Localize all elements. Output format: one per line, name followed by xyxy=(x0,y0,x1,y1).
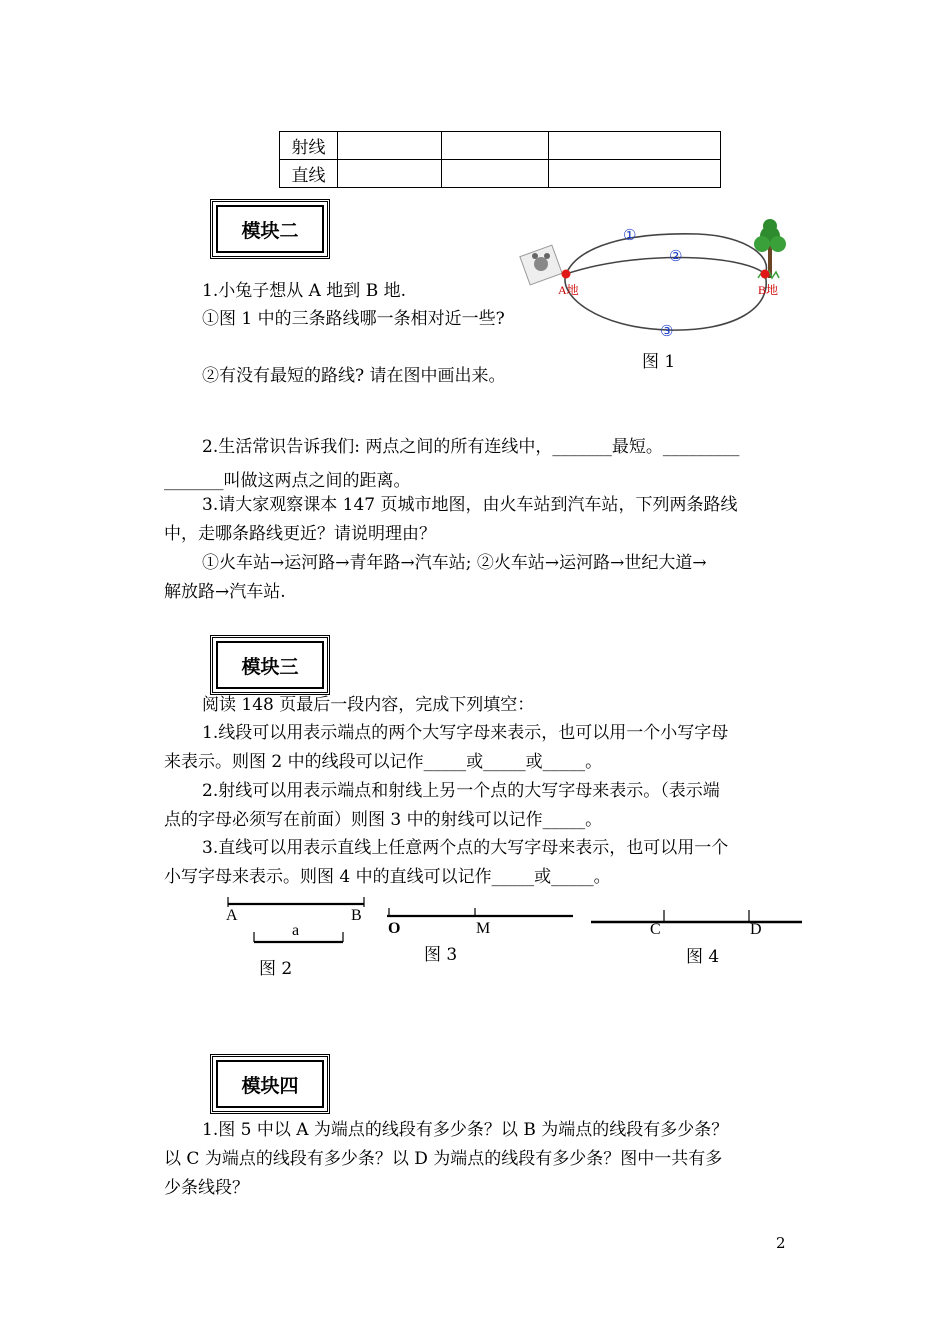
question-text: ②有没有最短的路线? 请在图中画出来。 xyxy=(202,366,506,386)
question-text: 以 C 为端点的线段有多少条？以 D 为端点的线段有多少条？图中一共有多 xyxy=(164,1149,723,1169)
question-text: 1.小兔子想从 A 地到 B 地. xyxy=(202,281,407,301)
module-title-box xyxy=(210,635,330,695)
figure-3-ray xyxy=(387,908,573,916)
module-title-box xyxy=(210,1054,330,1114)
figure-3-caption: 图 3 xyxy=(424,945,458,965)
figures-2-3-4 xyxy=(220,895,810,990)
point-label-o: O xyxy=(388,920,401,937)
paragraph-text: 来表示。则图 2 中的线段可以记作_____或_____或_____。 xyxy=(164,752,603,772)
question-text: 2.生活常识告诉我们: 两点之间的所有连线中，_______最短。_________ xyxy=(202,437,740,457)
point-b xyxy=(761,270,770,279)
table-cell-label: 直线 xyxy=(280,160,338,188)
point-label-c: C xyxy=(650,921,661,938)
rabbit-icon xyxy=(520,245,562,285)
paragraph-text: 2.射线可以用表示端点和射线上另一个点的大写字母来表示。（表示端 xyxy=(202,781,720,801)
route-1-path xyxy=(566,234,766,274)
figure-4-line xyxy=(591,910,802,922)
question-text: ①火车站→运河路→青年路→汽车站; ②火车站→运河路→世纪大道→ xyxy=(202,553,707,573)
question-text: ①图 1 中的三条路线哪一条相对近一些? xyxy=(202,309,505,329)
paragraph-text: 阅读 148 页最后一段内容，完成下列填空： xyxy=(202,695,535,715)
route-3-path xyxy=(565,274,766,330)
paragraph-text: 1.线段可以用表示端点的两个大写字母来表示，也可以用一个小写字母 xyxy=(202,723,729,743)
question-text: 3.请大家观察课本 147 页城市地图，由火车站到汽车站，下列两条路线 xyxy=(202,495,738,515)
route-1-label: ① xyxy=(623,228,637,244)
question-text: 解放路→汽车站. xyxy=(164,582,286,602)
module-title: 模块四 xyxy=(216,1060,324,1108)
point-label-m: M xyxy=(476,920,491,937)
point-label-d: D xyxy=(750,921,762,938)
route-2-path xyxy=(566,258,765,274)
paragraph-text: 点的字母必须写在前面）则图 3 中的射线可以记作_____。 xyxy=(164,810,603,830)
module-title: 模块三 xyxy=(216,641,324,689)
segment-label-a: a xyxy=(292,922,300,939)
figure-2-caption: 图 2 xyxy=(259,959,293,979)
point-label-a: A xyxy=(226,907,238,924)
route-3-label: ③ xyxy=(660,324,674,340)
module-title-box xyxy=(210,199,330,259)
table-cell-label: 射线 xyxy=(280,132,338,160)
paragraph-text: 小写字母来表示。则图 4 中的直线可以记作_____或_____。 xyxy=(164,867,611,887)
table-row xyxy=(280,160,721,188)
route-2-label: ② xyxy=(669,249,683,265)
question-text: 1.图 5 中以 A 为端点的线段有多少条？以 B 为端点的线段有多少条？ xyxy=(202,1120,729,1140)
figure-1-caption: 图 1 xyxy=(642,352,676,372)
question-text: 少条线段？ xyxy=(164,1178,249,1198)
point-label-b: B xyxy=(351,907,362,924)
point-b-label: B地 xyxy=(758,283,779,297)
question-text: 中，走哪条路线更近？请说明理由？ xyxy=(164,524,436,544)
table-row xyxy=(280,132,721,160)
summary-table xyxy=(279,131,721,188)
page-number: 2 xyxy=(776,1234,786,1252)
point-a-label: A地 xyxy=(558,283,579,297)
paragraph-text: 3.直线可以用表示直线上任意两个点的大写字母来表示，也可以用一个 xyxy=(202,838,729,858)
question-text: _______叫做这两点之间的距离。 xyxy=(164,471,411,491)
point-a xyxy=(562,270,571,279)
figure-4-caption: 图 4 xyxy=(686,947,720,967)
module-title: 模块二 xyxy=(216,205,324,253)
